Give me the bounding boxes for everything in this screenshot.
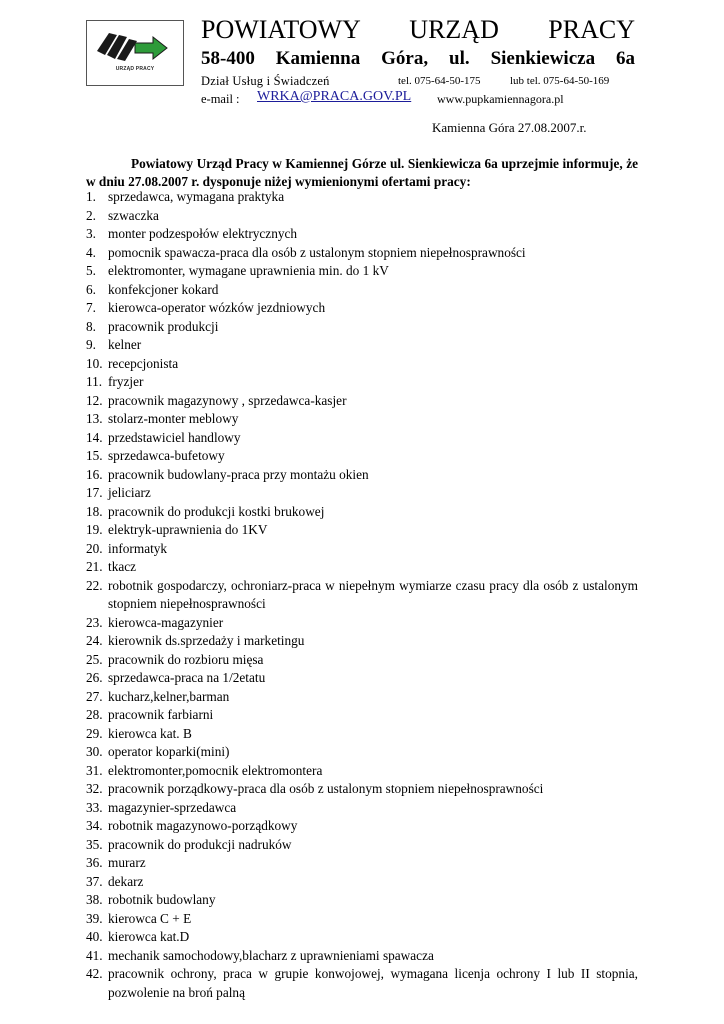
org-title: POWIATOWY URZĄD PRACY	[201, 15, 635, 44]
job-offer-text: robotnik budowlany	[108, 892, 216, 907]
job-offer-item	[86, 688, 638, 707]
job-offer-text: recepcjonista	[108, 355, 179, 371]
job-offer-text: pracownik ochrony, praca w grupie konwojowej, wymagana licenja ochrony I lub II stopnia, pozwolenie na broń palną	[108, 966, 638, 1000]
job-offer-text: mechanik samochodowy,blacharz z uprawnieniami spawacza	[108, 947, 434, 963]
job-offer-item	[86, 577, 638, 614]
job-offer-text: kierowca C + E	[108, 910, 192, 926]
job-offer-number: 24.	[86, 633, 103, 648]
job-offer-item	[86, 854, 638, 873]
job-offer-text: pracownik do produkcji nadruków	[108, 836, 292, 852]
logo-caption: URZĄD PRACY	[115, 66, 155, 72]
job-offer-item	[86, 336, 638, 355]
job-offer-number: 33.	[86, 799, 103, 815]
job-offer-number: 16.	[86, 466, 103, 482]
job-offer-number: 10.	[86, 355, 103, 371]
job-offer-number: 17.	[86, 485, 103, 500]
job-offer-item	[86, 521, 638, 540]
job-offer-item	[86, 540, 638, 559]
job-offer-text: pomocnik spawacza-praca dla osób z ustalonym stopniem niepełnosprawności	[108, 244, 526, 260]
job-offer-text: magazynier-sprzedawca	[108, 799, 237, 815]
job-offer-item	[86, 207, 638, 226]
job-offer-number: 35.	[86, 836, 103, 852]
job-offer-number: 26.	[86, 670, 103, 685]
job-offer-item	[86, 429, 638, 448]
job-offer-number: 20.	[86, 540, 103, 556]
job-offer-item	[86, 651, 638, 670]
job-offer-text: robotnik magazynowo-porządkowy	[108, 818, 298, 833]
job-offer-text: sprzedawca-praca na 1/2etatu	[108, 670, 266, 685]
job-offer-item	[86, 558, 638, 577]
job-offer-text: tkacz	[108, 559, 137, 574]
job-offer-number: 14.	[86, 429, 103, 445]
job-offer-text: murarz	[108, 855, 146, 870]
job-offer-item	[86, 225, 638, 244]
job-offer-number: 7.	[86, 300, 96, 315]
job-offer-text: pracownik budowlany-praca przy montażu okien	[108, 466, 369, 482]
job-offer-item	[86, 355, 638, 374]
job-offer-item	[86, 484, 638, 503]
document-date: Kamienna Góra 27.08.2007.r.	[432, 120, 587, 135]
job-offer-number: 41.	[86, 947, 103, 963]
job-offer-text: kelner	[108, 337, 142, 352]
job-offer-text: kucharz,kelner,barman	[108, 688, 230, 704]
job-offer-number: 18.	[86, 503, 103, 519]
job-offer-text: elektromonter, wymagane uprawnienia min. do 1 kV	[108, 263, 389, 278]
job-offer-number: 6.	[86, 281, 96, 297]
job-offer-item	[86, 614, 638, 633]
job-offer-text: przedstawiciel handlowy	[108, 429, 241, 445]
job-offer-number: 13.	[86, 411, 103, 426]
job-offer-item	[86, 632, 638, 651]
job-offer-number: 28.	[86, 707, 103, 722]
job-offer-item	[86, 188, 638, 207]
job-offer-text: sprzedawca-bufetowy	[108, 448, 225, 463]
job-offer-item	[86, 799, 638, 818]
job-offer-text: monter podzespołów elektrycznych	[108, 226, 298, 241]
job-offer-text: elektromonter,pomocnik elektromontera	[108, 762, 323, 778]
job-offer-item	[86, 836, 638, 855]
job-offer-number: 12.	[86, 392, 103, 408]
job-offer-text: pracownik produkcji	[108, 318, 219, 334]
job-offer-number: 2.	[86, 207, 96, 223]
job-offer-number: 21.	[86, 559, 103, 574]
job-offer-text: elektryk-uprawnienia do 1KV	[108, 522, 268, 537]
job-offer-item	[86, 392, 638, 411]
job-offer-item	[86, 669, 638, 688]
job-offer-number: 38.	[86, 892, 103, 907]
job-offer-text: szwaczka	[108, 207, 159, 223]
job-offer-text: pracownik do produkcji kostki brukowej	[108, 503, 325, 519]
job-offer-text: kierowca-magazynier	[108, 614, 224, 630]
job-offer-number: 32.	[86, 781, 103, 796]
job-offer-item	[86, 910, 638, 929]
job-offer-item	[86, 947, 638, 966]
job-offer-item	[86, 743, 638, 762]
job-offer-text: pracownik farbiarni	[108, 707, 214, 722]
job-offer-text: pracownik porządkowy-praca dla osób z ustalonym stopniem niepełnosprawności	[108, 781, 544, 796]
job-offer-number: 19.	[86, 522, 103, 537]
job-offer-item	[86, 706, 638, 725]
job-offer-number: 42.	[86, 966, 103, 981]
job-offer-text: jeliciarz	[108, 485, 151, 500]
org-address: 58-400 Kamienna Góra, ul. Sienkiewicza 6a	[201, 48, 635, 69]
job-offer-text: sprzedawca, wymagana praktyka	[108, 189, 285, 204]
job-offer-text: kierowca-operator wózków jezdniowych	[108, 300, 326, 315]
job-offer-item	[86, 410, 638, 429]
job-offer-text: konfekcjoner kokard	[108, 281, 219, 297]
job-offer-number: 15.	[86, 448, 103, 463]
job-offer-item	[86, 244, 638, 263]
job-offer-item	[86, 928, 638, 947]
job-offer-item	[86, 762, 638, 781]
job-offer-item	[86, 873, 638, 892]
job-offer-number: 22.	[86, 577, 103, 593]
job-offer-text: dekarz	[108, 873, 144, 889]
logo-arrows-icon	[87, 21, 183, 85]
job-offer-item	[86, 503, 638, 522]
job-offer-text: fryzjer	[108, 374, 144, 389]
job-offer-item	[86, 466, 638, 485]
job-offer-item	[86, 965, 638, 1002]
job-offer-item	[86, 281, 638, 300]
job-offer-text: stolarz-monter meblowy	[108, 411, 239, 426]
job-offer-text: kierowca kat. B	[108, 725, 192, 741]
phone-number: tel. 075-64-50-175	[398, 75, 481, 87]
job-offer-text: kierownik ds.sprzedaży i marketingu	[108, 633, 305, 648]
email-label: e-mail :	[201, 92, 240, 106]
job-offer-text: robotnik gospodarczy, ochroniarz-praca w niepełnym wymiarze czasu pracy dla osób z ustalonym stopniem niepełnosprawności	[108, 577, 638, 611]
job-offer-number: 1.	[86, 189, 96, 204]
job-offer-number: 5.	[86, 263, 96, 278]
job-offer-item	[86, 725, 638, 744]
job-offer-item	[86, 447, 638, 466]
job-offer-number: 40.	[86, 929, 103, 944]
job-offer-text: pracownik do rozbioru mięsa	[108, 651, 264, 667]
department-name: Dział Usług i Świadczeń	[201, 74, 330, 88]
job-offer-number: 3.	[86, 226, 96, 241]
job-offer-text: kierowca kat.D	[108, 929, 190, 944]
job-offer-number: 4.	[86, 244, 96, 260]
job-offer-item	[86, 891, 638, 910]
job-offer-number: 36.	[86, 855, 103, 870]
job-offer-text: informatyk	[108, 540, 168, 556]
phone-number-alt: lub tel. 075-64-50-169	[510, 75, 610, 87]
job-offer-text: operator koparki(mini)	[108, 744, 230, 759]
intro-paragraph: Powiatowy Urząd Pracy w Kamiennej Górze ul. Sienkiewicza 6a uprzejmie informuje, że w dniu 27.08.2007 r. dysponuje niżej wymienionymi ofertami pracy:	[86, 156, 638, 189]
job-offer-number: 11.	[86, 374, 103, 389]
job-offer-item	[86, 318, 638, 337]
job-offer-number: 9.	[86, 337, 96, 352]
job-offer-number: 34.	[86, 818, 103, 833]
website-text: www.pupkamiennagora.pl	[437, 92, 564, 106]
job-offer-number: 25.	[86, 651, 103, 667]
job-offer-number: 23.	[86, 614, 103, 630]
job-offer-item	[86, 262, 638, 281]
job-offer-text: pracownik magazynowy , sprzedawca-kasjer	[108, 392, 347, 408]
job-offer-number: 8.	[86, 318, 96, 334]
job-offer-number: 30.	[86, 744, 103, 759]
job-offer-item	[86, 373, 638, 392]
job-offer-number: 39.	[86, 910, 103, 926]
job-offer-number: 37.	[86, 873, 103, 889]
job-offer-item	[86, 780, 638, 799]
job-offer-number: 27.	[86, 688, 103, 704]
job-offer-number: 31.	[86, 762, 103, 778]
job-offer-item	[86, 299, 638, 318]
job-offer-item	[86, 817, 638, 836]
office-logo	[86, 20, 184, 86]
job-offers-list	[86, 188, 638, 1002]
job-offer-number: 29.	[86, 725, 103, 741]
email-link[interactable]: WRKA@PRACA.GOV.PL	[257, 89, 412, 104]
